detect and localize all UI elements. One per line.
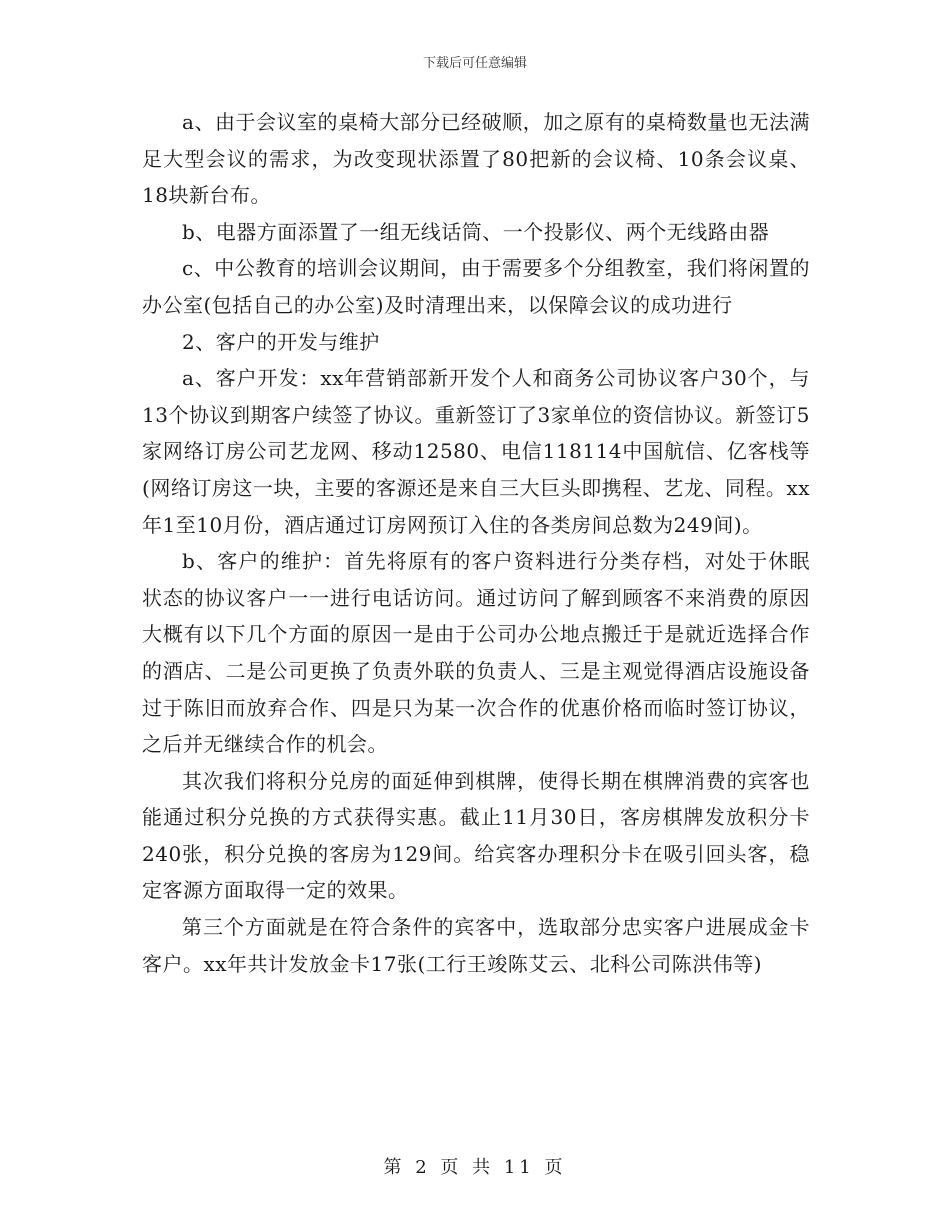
section-heading-customers: 2、客户的开发与维护 bbox=[182, 329, 380, 354]
page-number-footer: 第 2 页 共 11 页 bbox=[383, 1157, 567, 1178]
document-body bbox=[142, 104, 810, 982]
paragraph-points-exchange: 其次我们将积分兑房的面延伸到棋牌，使得长期在棋牌消费的宾客也能通过积分兑换的方式获得实惠。截止11月30日，客房棋牌发放积分卡240张，积分兑换的客房为129间。给宾客办理积分卡在吸引回头客，稳定客源方面取得一定的效果。 bbox=[142, 768, 810, 903]
paragraph-furniture: a、由于会议室的桌椅大部分已经破顺，加之原有的桌椅数量也无法满足大型会议的需求，为改变现状添置了80把新的会议椅、10条会议桌、18块新台布。 bbox=[142, 110, 810, 208]
paragraph-gold-card: 第三个方面就是在符合条件的宾客中，选取部分忠实客户进展成金卡客户。xx年共计发放金卡17张(工行王竣陈艾云、北科公司陈洪伟等) bbox=[142, 915, 810, 976]
paragraph-customer-maintenance: b、客户的维护：首先将原有的客户资料进行分类存档，对处于休眠状态的协议客户一一进行电话访问。通过访问了解到顾客不来消费的原因大概有以下几个方面的原因一是由于公司办公地点搬迁于是就近选择合作的酒店、二是公司更换了负责外联的负责人、三是主观觉得酒店设施设备过于陈旧而放弃合作、四是只为某一次合作的优惠价格而临时签订协议，之后并无继续合作的机会。 bbox=[142, 549, 810, 757]
paragraph-training-rooms: c、中公教育的培训会议期间，由于需要多个分组教室，我们将闲置的办公室(包括自己的办公室)及时清理出来，以保障会议的成功进行 bbox=[142, 256, 810, 317]
paragraph-electrical: b、电器方面添置了一组无线话筒、一个投影仪、两个无线路由器 bbox=[182, 219, 770, 244]
page-header: 下载后可任意编辑 bbox=[422, 56, 527, 71]
paragraph-customer-development: a、客户开发：xx年营销部新开发个人和商务公司协议客户30个，与13个协议到期客户续签了协议。重新签订了3家单位的资信协议。新签订5家网络订房公司艺龙网、移动12580、电信118114中国航信、亿客栈等(网络订房这一块，主要的客源还是来自三大巨头即携程、艺龙、同程。xx年1至10月份，酒店通过订房网预订入住的各类房间总数为249间)。 bbox=[142, 366, 810, 537]
